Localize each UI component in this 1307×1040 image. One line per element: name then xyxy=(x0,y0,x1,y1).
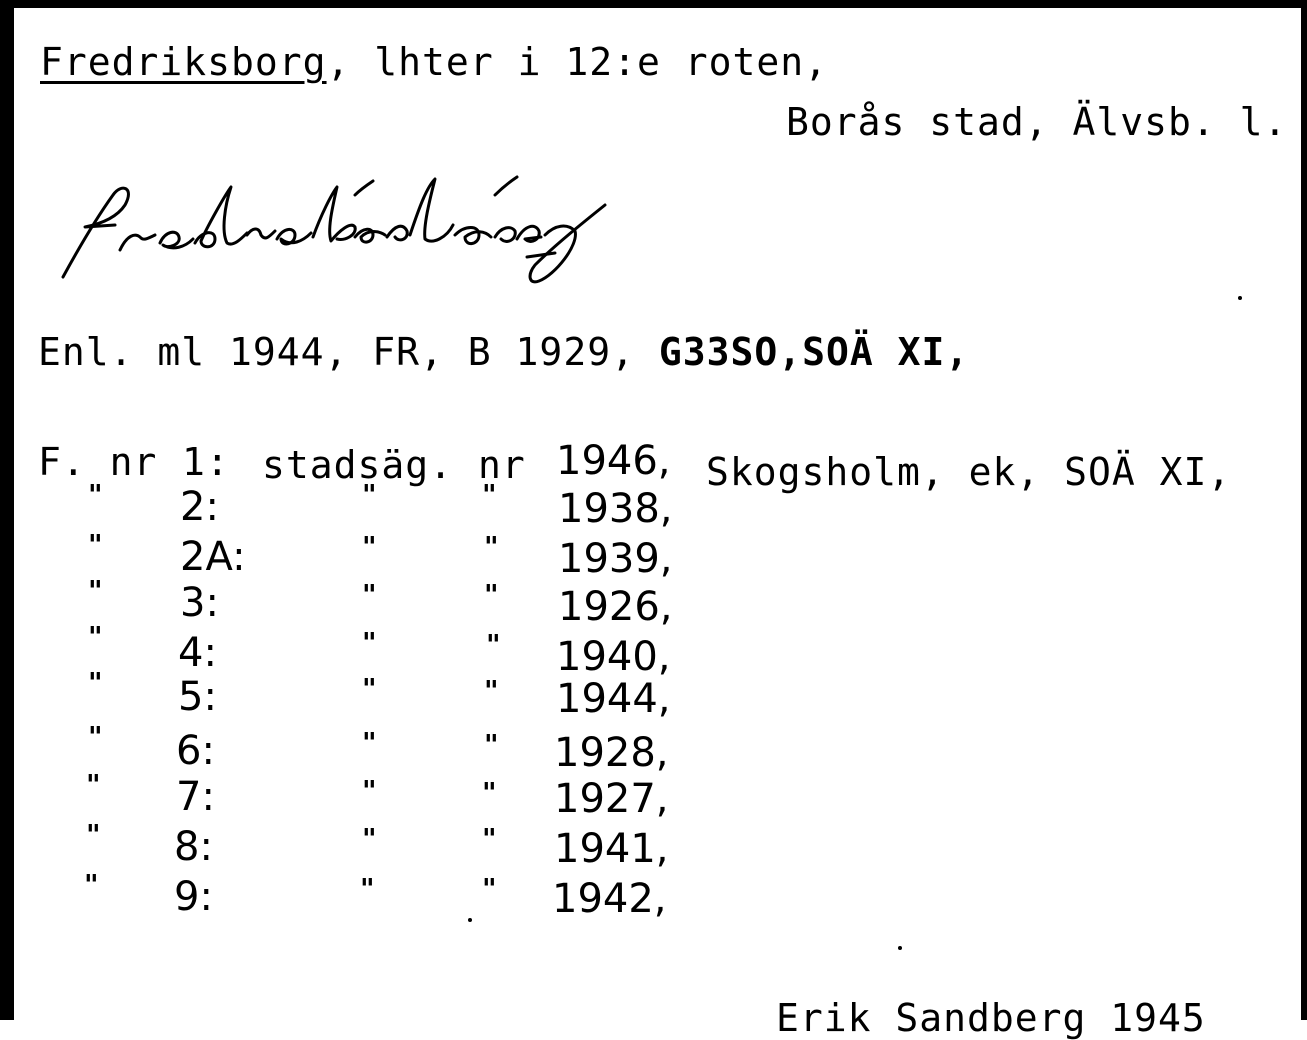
ditto-mark: " xyxy=(88,528,103,561)
ditto-mark: " xyxy=(482,776,497,809)
ditto-mark: " xyxy=(88,478,103,511)
card-title xyxy=(40,40,828,84)
ditto-mark: " xyxy=(362,726,377,759)
ditto-mark: " xyxy=(88,666,103,699)
record-prefix: F. nr xyxy=(38,440,158,484)
row-number: 9: xyxy=(174,874,213,920)
ditto-mark: " xyxy=(362,774,377,807)
row-number: 8: xyxy=(174,824,213,870)
ditto-mark: " xyxy=(88,574,103,607)
row-year: 1938, xyxy=(558,486,673,532)
ditto-mark: " xyxy=(86,768,101,801)
record-type: stadsäg. xyxy=(262,443,454,487)
place-name: Fredriksborg xyxy=(40,40,327,84)
sources-bold-text: G33SO,SOÄ XI, xyxy=(658,330,970,374)
record-nr-label: nr xyxy=(478,443,526,487)
record-year: 1946, xyxy=(556,438,671,484)
row-year: 1941, xyxy=(554,826,669,872)
row-year: 1926, xyxy=(558,584,673,630)
ditto-mark: " xyxy=(362,672,377,705)
place-description: , lhter i 12:e roten, xyxy=(326,40,828,84)
speck xyxy=(468,918,472,922)
location-line: Borås stad, Älvsb. l. xyxy=(786,100,1288,144)
ditto-mark: " xyxy=(362,626,377,659)
row-year: 1928, xyxy=(554,730,669,776)
ditto-mark: " xyxy=(88,720,103,753)
card-top-edge xyxy=(0,0,1307,8)
row-number: 5: xyxy=(178,674,217,720)
row-year: 1940, xyxy=(556,634,671,680)
ditto-mark: " xyxy=(362,530,377,563)
row-number: 7: xyxy=(176,774,215,820)
ditto-mark: " xyxy=(486,628,501,661)
card-left-edge xyxy=(0,0,14,1020)
ditto-mark: " xyxy=(362,578,377,611)
row-year: 1939, xyxy=(558,536,673,582)
ditto-mark: " xyxy=(360,872,375,905)
card-right-edge xyxy=(1301,0,1307,1020)
ditto-mark: " xyxy=(84,868,99,901)
ditto-mark: " xyxy=(88,620,103,653)
ditto-mark: " xyxy=(484,674,499,707)
author-signature: Erik Sandberg 1945 xyxy=(776,996,1206,1040)
ditto-mark: " xyxy=(484,578,499,611)
row-year: 1927, xyxy=(554,776,669,822)
record-extra: Skogsholm, ek, SOÄ XI, xyxy=(706,450,1232,494)
sources-text: Enl. ml 1944, FR, B 1929, xyxy=(38,330,659,374)
row-year: 1942, xyxy=(552,876,667,922)
row-number: 3: xyxy=(180,580,219,626)
row-number: 2A: xyxy=(180,534,246,580)
ditto-mark: " xyxy=(482,872,497,905)
ditto-mark: " xyxy=(484,728,499,761)
ditto-mark: " xyxy=(362,822,377,855)
speck xyxy=(898,946,902,950)
row-number: 6: xyxy=(176,728,215,774)
row-number: 4: xyxy=(178,630,217,676)
ditto-mark: " xyxy=(86,818,101,851)
speck xyxy=(1238,296,1242,300)
ditto-mark: " xyxy=(482,478,497,511)
row-number: 2: xyxy=(180,484,219,530)
row-year: 1944, xyxy=(556,676,671,722)
handwritten-place-name xyxy=(55,165,625,290)
ditto-mark: " xyxy=(362,478,377,511)
record-number: 1: xyxy=(182,440,230,484)
ditto-mark: " xyxy=(484,530,499,563)
ditto-mark: " xyxy=(482,822,497,855)
sources-line xyxy=(38,330,969,374)
